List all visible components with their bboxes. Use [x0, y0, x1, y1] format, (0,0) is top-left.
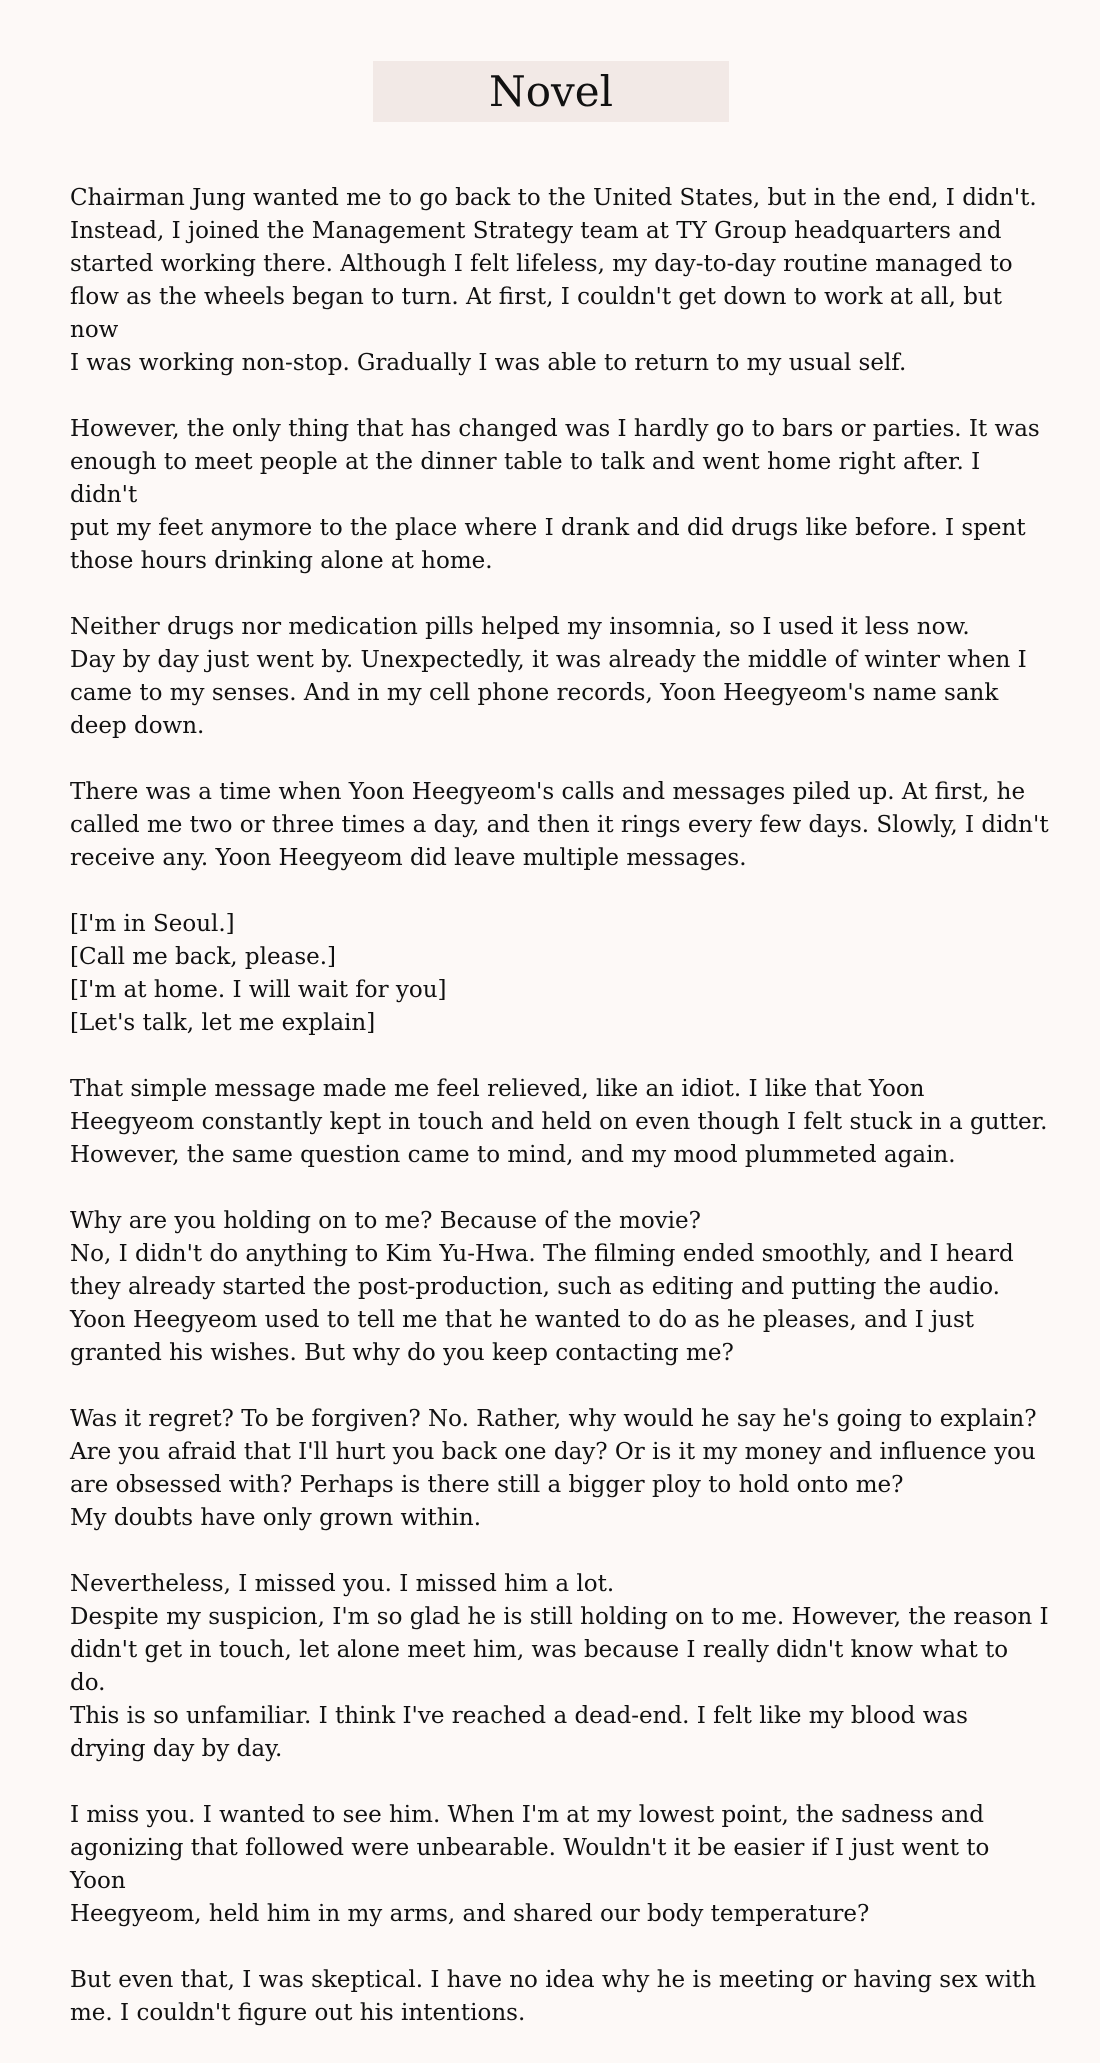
paragraph-9: Nevertheless, I missed you. I missed him a lot. Despite my suspicion, I'm so glad he is still holding on to me. However, the reason I didn't get in touch, let alone meet him, was because I really didn't know what to do. This is so unfamiliar. I think I've reached a dead-end. I felt like my blood was drying day by day.: [70, 1571, 1049, 1762]
paragraph-4: There was a time when Yoon Heegyeom's calls and messages piled up. At first, he called me two or three times a day, and then it rings every few days. Slowly, I didn't receive any. Yoon Heegyeom did leave multiple messages.: [70, 779, 1049, 871]
paragraph-8: Was it regret? To be forgiven? No. Rather, why would he say he's going to explain? Are you afraid that I'll hurt you back one day? Or is it my money and influence you are obsessed with? Perhaps is there still a bigger ploy to hold onto me? My doubts have only grown within.: [70, 1406, 1037, 1531]
paragraph-7: Why are you holding on to me? Because of the movie? No, I didn't do anything to Kim Yu-Hwa. The filming ended smoothly, and I heard they already started the post-production, such as editing and putting the audio. Yoon Heegyeom used to tell me that he wanted to do as he pleases, and I just granted his wishes. But why do you keep contacting me?: [70, 1208, 1014, 1366]
paragraph-11: But even that, I was skeptical. I have no idea why he is meeting or having sex with me. I couldn't figure out his intentions.: [70, 1967, 1037, 2026]
novel-body: [70, 182, 1050, 2063]
paragraph-10: I miss you. I wanted to see him. When I'm at my lowest point, the sadness and agonizing that followed were unbearable. Wouldn't it be easier if I just went to Yoon Heegyeom, held him in my arms, and shared our body temperature?: [70, 1802, 990, 1927]
paragraph-1: Chairman Jung wanted me to go back to the United States, but in the end, I didn't. Instead, I joined the Management Strategy team at TY Group headquarters and started working there. Although I felt lifeless, my day-to-day routine managed to flow as the wheels began to turn. At first, I couldn't get down to work at all, but now I was working non-stop. Gradually I was able to return to my usual self.: [70, 185, 1037, 376]
paragraph-2: However, the only thing that has changed was I hardly go to bars or parties. It was enough to meet people at the dinner table to talk and went home right after. I didn't put my feet anymore to the place where I drank and did drugs like before. I spent those hours drinking alone at home.: [70, 416, 1040, 574]
title-banner: [373, 61, 729, 122]
paragraph-6: That simple message made me feel relieved, like an idiot. I like that Yoon Heegyeom constantly kept in touch and held on even though I felt stuck in a gutter. However, the same question came to mind, and my mood plummeted again.: [70, 1076, 1048, 1168]
page-title: Novel: [488, 66, 614, 116]
paragraph-messages: [I'm in Seoul.] [Call me back, please.] [I'm at home. I will wait for you] [Let's talk, let me explain]: [70, 911, 447, 1036]
paragraph-3: Neither drugs nor medication pills helped my insomnia, so I used it less now. Day by day just went by. Unexpectedly, it was already the middle of winter when I came to my senses. And in my cell phone records, Yoon Heegyeom's name sank deep down.: [70, 614, 1027, 739]
